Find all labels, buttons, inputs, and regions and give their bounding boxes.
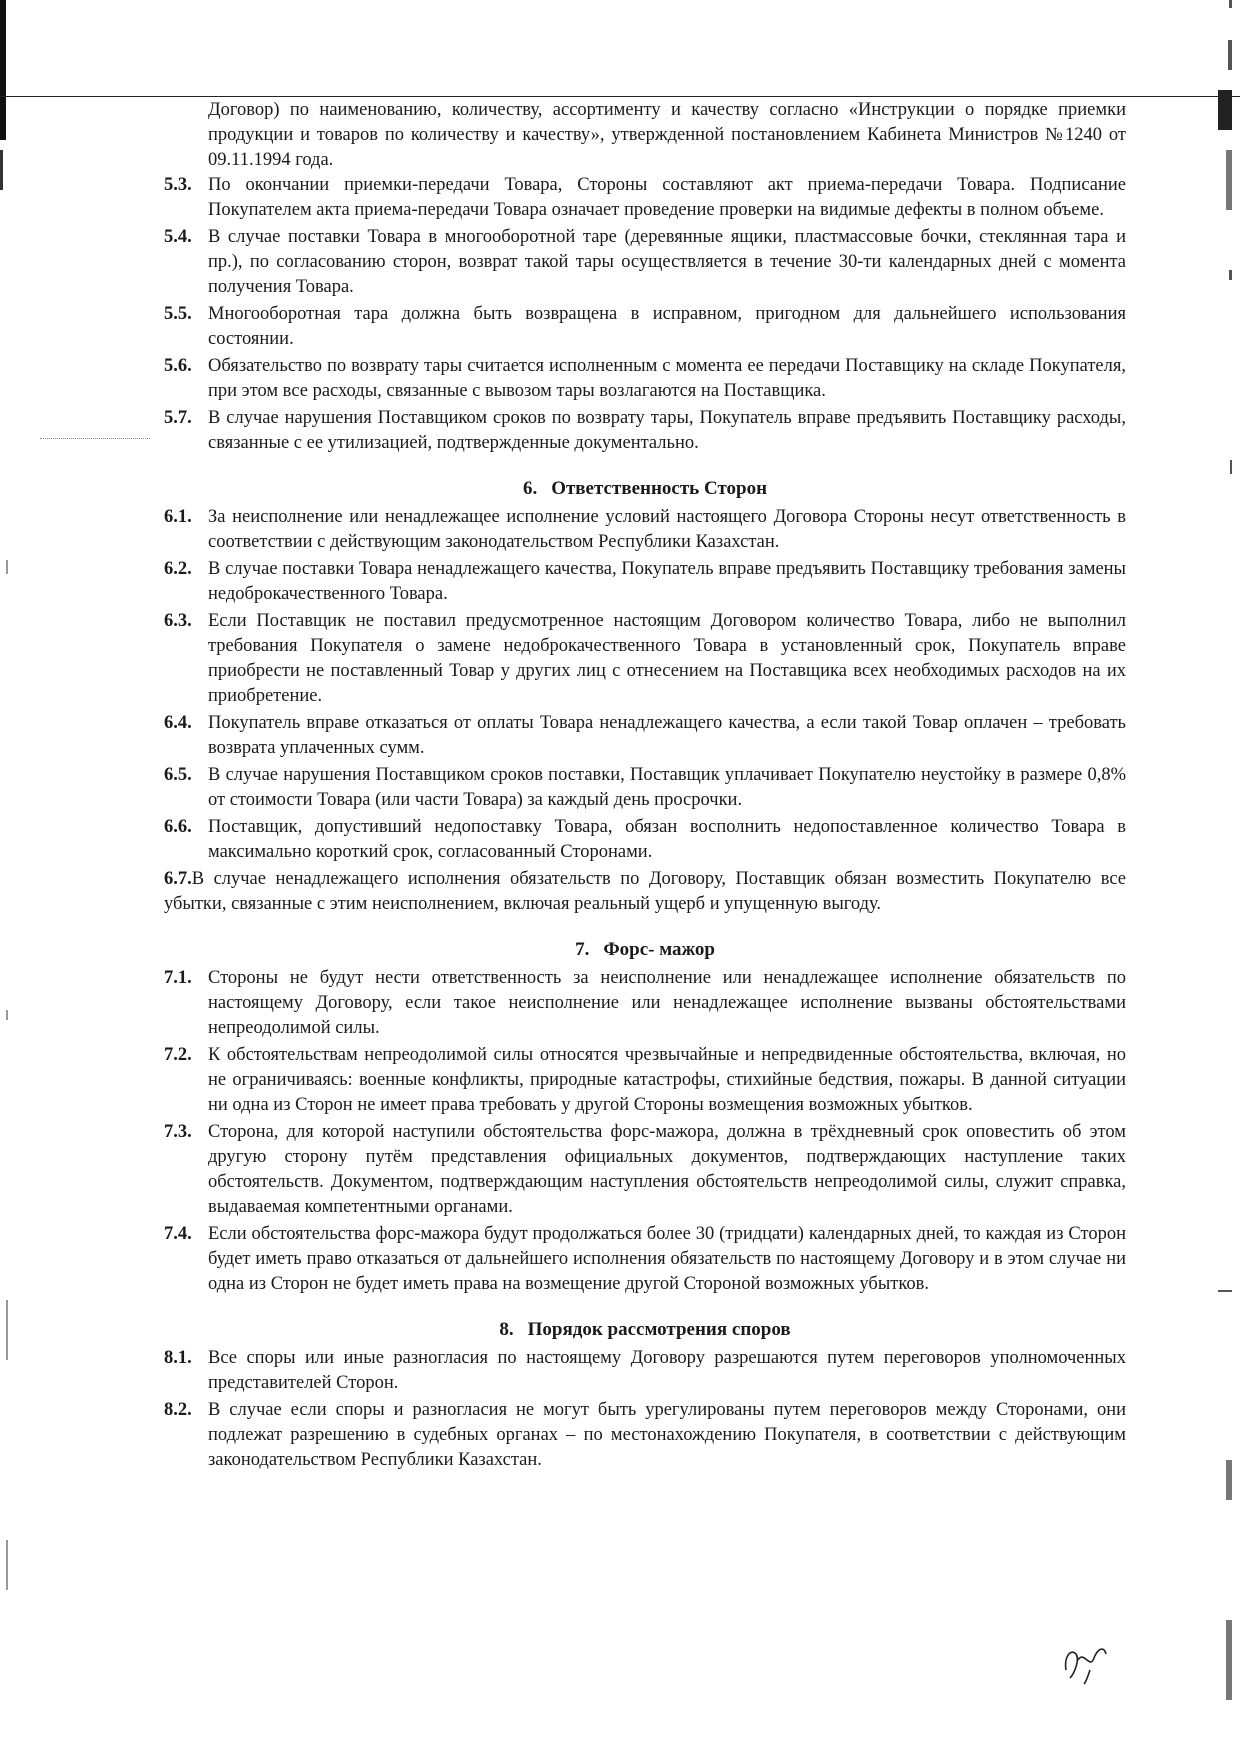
clause-number: 5.3. — [164, 175, 192, 195]
clause-text: Поставщик, допустивший недопоставку Товара, обязан восполнить недопоставленное количество Товара в максимально короткий срок, согласованный Сторонами. — [208, 817, 1126, 862]
clause-7-1 — [164, 966, 1126, 1041]
clause-number: 5.5. — [164, 304, 192, 324]
clause-number: 7.1. — [164, 968, 192, 988]
section-number: 6. — [522, 478, 538, 499]
clause-6-2 — [164, 557, 1126, 607]
clause-text: Сторона, для которой наступили обстоятельства форс-мажора, должна в трёхдневный срок оповестить об этом другую сторону путём представления официальных документов, подтверждающих наступление таких обстоятельств. Документом, подтверждающим наступления обстоятельств непреодолимой силы, служит справка, выдаваемая компетентными органами. — [208, 1122, 1126, 1217]
document-page — [164, 98, 1126, 1475]
clause-text: Обязательство по возврату тары считается исполненным с момента ее передачи Поставщику на складе Покупателя, при этом все расходы, связанные с вывозом тары возлагаются на Поставщика. — [208, 356, 1126, 401]
clause-text: Стороны не будут нести ответственность за неисполнение или ненадлежащее исполнение обязательств по настоящему Договору, если такое неисполнение или ненадлежащее исполнение вызваны обстоятельствами непреодолимой силы. — [208, 968, 1126, 1038]
clause-number: 8.2. — [164, 1400, 192, 1420]
clause-text: В случае поставки Товара в многооборотной таре (деревянные ящики, пластмассовые бочки, стеклянная тара и пр.), по согласованию сторон, возврат такой тары осуществляется в течение 30-ти календарных дней с момента получения Товара. — [208, 227, 1126, 297]
section-title: Ответственность Сторон — [551, 478, 768, 499]
scan-top-line — [0, 96, 1240, 97]
clause-7-3 — [164, 1120, 1126, 1220]
scan-right-margin — [1204, 0, 1240, 1754]
clause-number: 8.1. — [164, 1348, 192, 1368]
clause-number: 6.6. — [164, 817, 192, 837]
clause-text: В случае поставки Товара ненадлежащего качества, Покупатель вправе предъявить Поставщику требования замены недоброкачественного Товара. — [208, 559, 1126, 604]
clause-number: 7.4. — [164, 1224, 192, 1244]
clause-8-2 — [164, 1398, 1126, 1473]
section-heading-8 — [164, 1317, 1126, 1342]
clause-6-4 — [164, 711, 1126, 761]
clause-text: Покупатель вправе отказаться от оплаты Товара ненадлежащего качества, а если такой Товар оплачен – требовать возврата уплаченных сумм. — [208, 713, 1126, 758]
continuation-paragraph: Договор) по наименованию, количеству, ассортименту и качеству согласно «Инструкции о порядке приемки продукции и товаров по количеству и качеству», утвержденной постановлением Кабинета Министров №1240 от 09.11.1994 года. — [208, 100, 1126, 170]
section-heading-6 — [164, 476, 1126, 501]
clause-text: В случае нарушения Поставщиком сроков поставки, Поставщик уплачивает Покупателю неустойку в размере 0,8% от стоимости Товара (или части Товара) за каждый день просрочки. — [208, 765, 1126, 810]
clause-6-7 — [164, 867, 1126, 917]
section-title: Порядок рассмотрения споров — [527, 1319, 791, 1340]
clause-text: Все споры или иные разногласия по настоящему Договору разрешаются путем переговоров уполномоченных представителей Сторон. — [208, 1348, 1126, 1393]
clause-6-3 — [164, 609, 1126, 709]
clause-number: 6.5. — [164, 765, 192, 785]
clause-text: В случае нарушения Поставщиком сроков по возврату тары, Покупатель вправе предъявить Поставщику расходы, связанные с ее утилизацией, подтвержденные документально. — [208, 408, 1126, 453]
clause-number: 6.4. — [164, 713, 192, 733]
scan-tick — [6, 1540, 8, 1590]
signature-mark — [1060, 1640, 1112, 1686]
clause-7-4 — [164, 1222, 1126, 1297]
clause-text: За неисполнение или ненадлежащее исполнение условий настоящего Договора Стороны несут ответственность в соответствии с действующим законодательством Республики Казахстан. — [208, 507, 1126, 552]
clause-6-5 — [164, 763, 1126, 813]
section-number: 8. — [499, 1319, 514, 1340]
scan-dotted-mark — [40, 438, 150, 439]
section-title: Форс- мажор — [603, 939, 715, 960]
scan-tick — [6, 1300, 8, 1360]
scan-edge-mark — [0, 0, 6, 140]
section-heading-7 — [164, 937, 1126, 962]
clause-number: 7.2. — [164, 1045, 192, 1065]
clause-text: В случае ненадлежащего исполнения обязательств по Договору, Поставщик обязан возместить Покупателю все убытки, связанные с этим неисполнением, включая реальный ущерб и упущенную выгоду. — [164, 869, 1126, 914]
clause-number: 5.7. — [164, 408, 192, 428]
clause-text: В случае если споры и разногласия не могут быть урегулированы путем переговоров между Сторонами, они подлежат разрешению в судебных органах – по местонахождению Покупателя, в соответствии с действующим законодательством Республики Казахстан. — [208, 1400, 1126, 1470]
section-number: 7. — [575, 939, 590, 960]
clause-text: Если Поставщик не поставил предусмотренное настоящим Договором количество Товара, либо не выполнил требования Покупателя о замене недоброкачественного Товара в установленный срок, Покупатель вправе приобрести не поставленный Товар у других лиц с отнесением на Поставщика всех необходимых расходов на их приобретение. — [208, 611, 1126, 706]
scan-tick — [6, 1010, 8, 1020]
clause-5-4 — [164, 225, 1126, 300]
clause-number: 6.1. — [164, 507, 192, 527]
clause-number: 6.7. — [164, 869, 192, 889]
clause-number: 5.4. — [164, 227, 192, 247]
clause-7-2 — [164, 1043, 1126, 1118]
clause-5-5 — [164, 302, 1126, 352]
scan-tick — [6, 560, 8, 574]
clause-8-1 — [164, 1346, 1126, 1396]
clause-number: 6.2. — [164, 559, 192, 579]
clause-text: По окончании приемки-передачи Товара, Стороны составляют акт приема-передачи Товара. Подписание Покупателем акта приема-передачи Товара означает проведение проверки на видимые дефекты в полном объеме. — [208, 175, 1126, 220]
clause-number: 6.3. — [164, 611, 192, 631]
clause-6-6 — [164, 815, 1126, 865]
clause-5-6 — [164, 354, 1126, 404]
scan-edge-mark — [0, 150, 3, 190]
clause-number: 7.3. — [164, 1122, 192, 1142]
clause-5-3 — [164, 173, 1126, 223]
clause-5-7 — [164, 406, 1126, 456]
clause-text: К обстоятельствам непреодолимой силы относятся чрезвычайные и непредвиденные обстоятельства, включая, но не ограничиваясь: военные конфликты, природные катастрофы, стихийные бедствия, пожары. В данной ситуации ни одна из Сторон не имеет права требовать у другой Стороны возмещения возможных убытков. — [208, 1045, 1126, 1115]
clause-text: Если обстоятельства форс-мажора будут продолжаться более 30 (тридцати) календарных дней, то каждая из Сторон будет иметь право отказаться от дальнейшего исполнения обязательств по настоящему Договору и в этом случае ни одна из Сторон не будет иметь права на возмещение другой Стороной возможных убытков. — [208, 1224, 1126, 1294]
clause-6-1 — [164, 505, 1126, 555]
clause-text: Многооборотная тара должна быть возвращена в исправном, пригодном для дальнейшего использования состоянии. — [208, 304, 1126, 349]
clause-number: 5.6. — [164, 356, 192, 376]
